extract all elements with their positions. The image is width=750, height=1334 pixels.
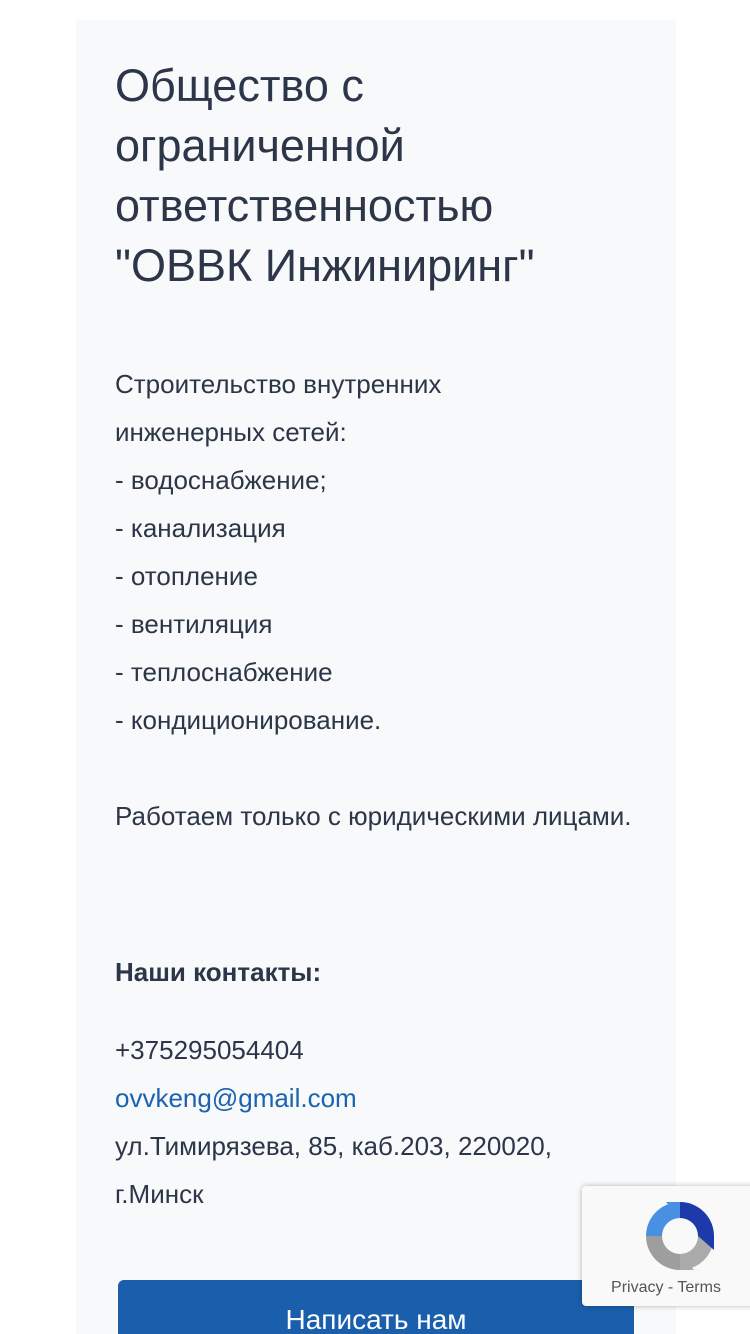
service-item: - кондиционирование.: [115, 705, 382, 735]
recaptcha-icon: [642, 1198, 718, 1274]
services-intro-line-2: инженерных сетей:: [115, 417, 347, 447]
phone-number: +375295054404: [115, 1035, 304, 1065]
service-item: - канализация: [115, 513, 286, 543]
recaptcha-links: [582, 1276, 750, 1300]
write-us-button[interactable]: Написать нам: [118, 1280, 634, 1334]
services-intro-line-1: Строительство внутренних: [115, 369, 442, 399]
company-title: Общество с ограниченной ответственностью "ОВВК Инжиниринг": [115, 60, 535, 291]
recaptcha-terms-link[interactable]: Terms: [677, 1279, 721, 1296]
services-list: [115, 360, 635, 744]
service-item: - вентиляция: [115, 609, 273, 639]
legal-entities-note: Работаем только с юридическими лицами.: [115, 801, 632, 831]
contacts-heading: Наши контакты:: [115, 957, 322, 987]
service-item: - теплоснабжение: [115, 657, 333, 687]
service-item: - отопление: [115, 561, 258, 591]
contacts-block: [115, 1026, 635, 1218]
recaptcha-separator: -: [667, 1279, 674, 1296]
recaptcha-badge[interactable]: [582, 1186, 750, 1306]
address: ул.Тимирязева, 85, каб.203, 220020, г.Минск: [115, 1131, 552, 1209]
service-item: - водоснабжение;: [115, 465, 327, 495]
recaptcha-privacy-link[interactable]: Privacy: [611, 1279, 664, 1296]
email-link[interactable]: ovvkeng@gmail.com: [115, 1083, 357, 1113]
